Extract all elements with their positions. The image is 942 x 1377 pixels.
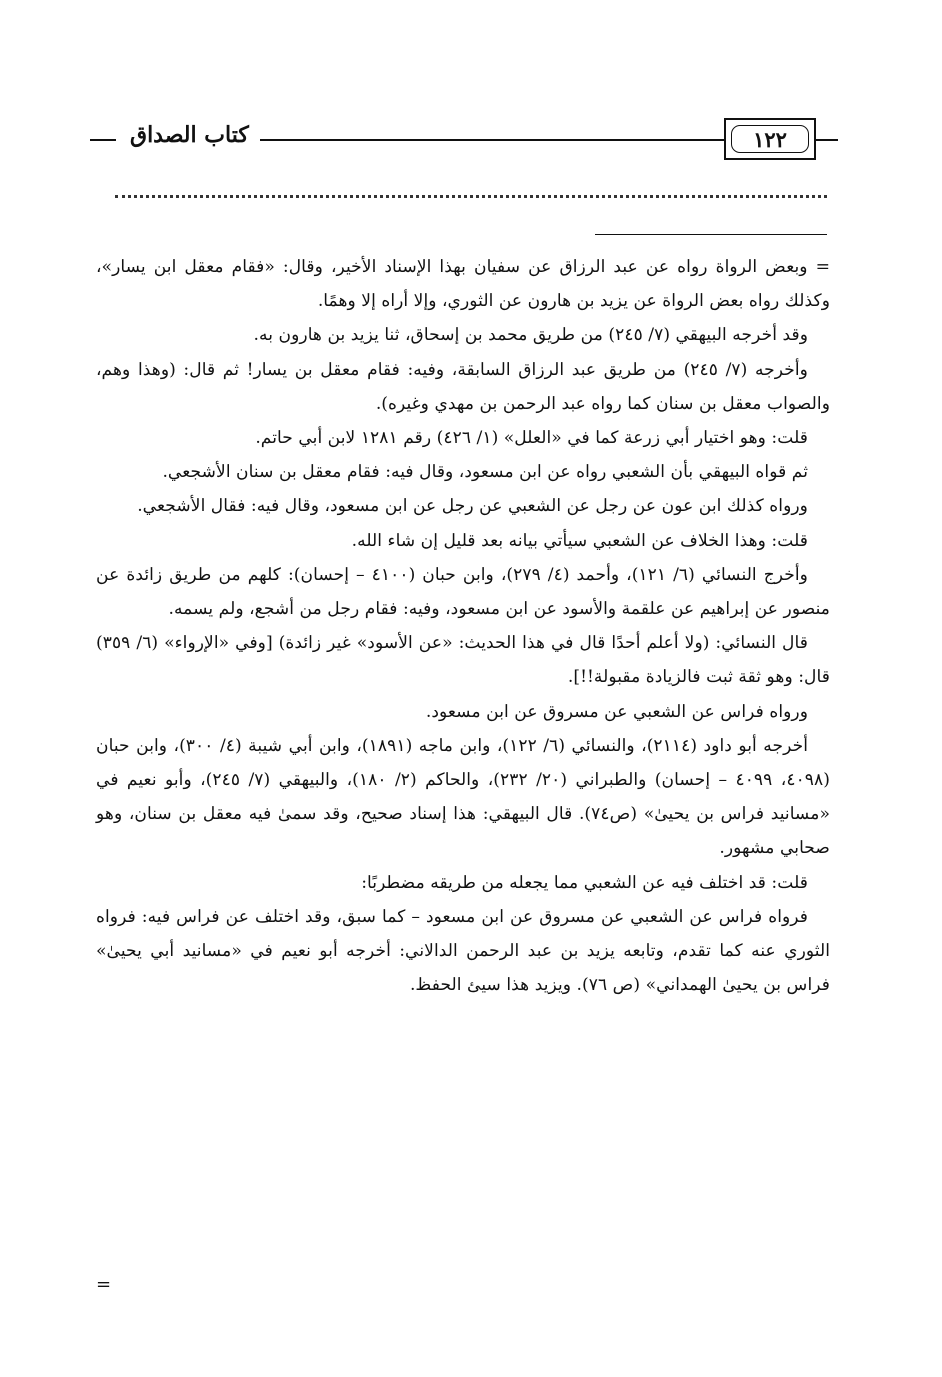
paragraph: = وبعض الرواة رواه عن عبد الرزاق عن سفيان بهذا الإسناد الأخير، وقال: «فقام معقل ابن يسار»، وكذلك رواه بعض الرواة عن يزيد بن هارون عن الثوري، وإلا أراه إلا وهمًا.	[96, 257, 830, 312]
header-rule-middle	[260, 139, 724, 141]
paragraph: وقد أخرجه البيهقي (٧/ ٢٤٥) من طريق محمد بن إسحاق، ثنا يزيد بن هارون به.	[253, 325, 808, 346]
continuation-mark: =	[96, 1274, 112, 1295]
paragraph: قال النسائي: (ولا أعلم أحدًا قال في هذا الحديث: «عن الأسود» غير زائدة) [وفي «الإرواء» (٦/ ٣٥٩) قال: وهو ثقة ثبت فالزيادة مقبولة!!].	[96, 633, 830, 688]
page-number-frame	[724, 118, 816, 160]
paragraph: ورواه فراس عن الشعبي عن مسروق عن ابن مسعود.	[425, 701, 808, 722]
paragraph: ثم قواه البيهقي بأن الشعبي رواه عن ابن مسعود، وقال فيه: فقام معقل بن سنان الأشجعي.	[162, 462, 808, 483]
paragraph: قلت: وهو اختيار أبي زرعة كما في «العلل» (١/ ٤٢٦) رقم ١٢٨١ لابن أبي حاتم.	[255, 428, 808, 449]
paragraph: وأخرجه (٧/ ٢٤٥) من طريق عبد الرزاق السابقة، وفيه: فقام معقل بن يسار! ثم قال: (وهذا وهم، والصواب معقل بن سنان كما رواه عبد الرحمن بن مهدي وغيره).	[96, 359, 830, 414]
page-number: ١٢٢	[731, 125, 809, 153]
page-header	[90, 118, 840, 178]
footnote-body	[96, 250, 830, 1002]
dotted-separator	[115, 195, 827, 198]
paragraph: فرواه فراس عن الشعبي عن مسروق عن ابن مسعود – كما سبق، وقد اختلف عن فراس فيه: فرواه الثوري عنه كما تقدم، وتابعه يزيد بن عبد الرحمن الدالاني: أخرجه أبو نعيم في «مسانيد أبي يحيىٰ» فراس بن يحيىٰ الهمداني» (ص ٧٦). ويزيد هذا سيئ الحفظ.	[96, 906, 830, 996]
paragraph: وأخرج النسائي (٦/ ١٢١)، وأحمد (٤/ ٢٧٩)، وابن حبان (٤١٠٠ – إحسان): كلهم من طريق زائدة عن منصور عن إبراهيم عن علقمة والأسود عن ابن مسعود، وفيه: فقام رجل من أشجع، ولم يسمه.	[96, 564, 830, 620]
header-rule-left	[90, 139, 116, 141]
running-title: كتاب الصداق	[130, 122, 249, 148]
paragraph: ورواه كذلك ابن عون عن رجل عن الشعبي عن رجل عن ابن مسعود، وقال فيه: فقال الأشجعي.	[137, 496, 808, 517]
footnote-rule	[595, 234, 827, 235]
paragraph: قلت: وهذا الخلاف عن الشعبي سيأتي بيانه بعد قليل إن شاء الله.	[351, 530, 808, 551]
paragraph: قلت: قد اختلف فيه عن الشعبي مما يجعله من طريقه مضطربًا:	[361, 872, 808, 893]
paragraph: أخرجه أبو داود (٢١١٤)، والنسائي (٦/ ١٢٢)، وابن ماجه (١٨٩١)، وابن أبي شيبة (٤/ ٣٠٠)، وابن حبان (٤٠٩٨، ٤٠٩٩ – إحسان) والطبراني (٢٠/ ٢٣٢)، والحاكم (٢/ ١٨٠)، والبيهقي (٧/ ٢٤٥)، وأبو نعيم في «مسانيد فراس بن يحيىٰ» (ص٧٤). قال البيهقي: هذا إسناد صحيح، وقد سمىٰ فيه معقل بن سنان، وهو صحابي مشهور.	[96, 735, 830, 859]
header-rule-right	[816, 139, 838, 141]
